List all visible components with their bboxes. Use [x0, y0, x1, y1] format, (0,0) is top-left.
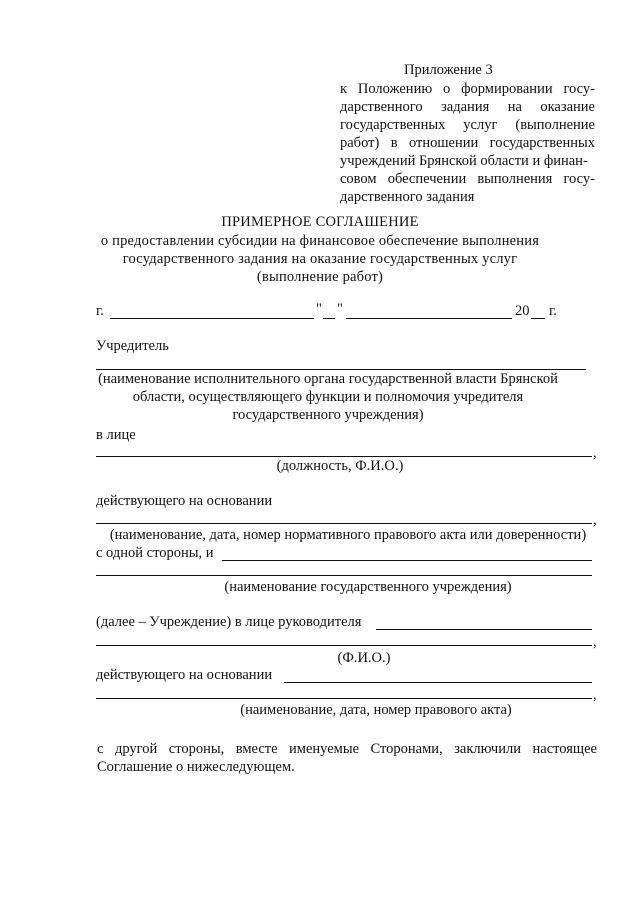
closing-word: Сторонами, [370, 741, 443, 757]
appendix-word: о [443, 81, 451, 97]
document-subtitle-line-1: о предоставлении субсидии на финансовое обеспечение выполнения [100, 233, 540, 249]
appendix-word: дарственного [340, 99, 423, 115]
institution-caption: (наименование государственного учреждения) [224, 579, 512, 595]
appendix-word: совом [340, 171, 377, 187]
founder-label: Учредитель [96, 338, 169, 354]
founder-acting-caption: (наименование, дата, номер нормативного правового акта или доверенности) [109, 527, 587, 543]
appendix-word: госу- [563, 171, 595, 187]
institution-head-blank-line-1 [376, 629, 592, 630]
in-person-comma: , [593, 445, 597, 461]
appendix-word: Положению [357, 81, 433, 97]
appendix-word: дарственного задания [340, 189, 475, 205]
appendix-word: формировании [461, 81, 553, 97]
founder-caption-line-3: государственного учреждения) [232, 407, 424, 423]
institution-head-blank-line-2 [96, 645, 592, 646]
document-subtitle-line-3: (выполнение работ) [256, 269, 384, 285]
year-prefix: 20 [515, 303, 530, 319]
founder-caption-line-2: области, осуществляющего функции и полномочия учредителя [132, 389, 524, 405]
appendix-word: задания [441, 99, 490, 115]
founder-acting-blank-line [96, 523, 592, 524]
appendix-word: обеспечении [387, 171, 467, 187]
month-blank-line [346, 318, 512, 319]
founder-caption-line-1: (наименование исполнительного органа государственной власти Брянской [98, 371, 558, 387]
founder-acting-comma: , [593, 512, 597, 528]
appendix-word: работ) [340, 135, 380, 151]
closing-line-1 [97, 740, 597, 758]
closing-word: именуемые [289, 741, 360, 757]
appendix-reference [340, 80, 595, 206]
appendix-word: государственных [340, 117, 446, 133]
quote-close: " [337, 301, 343, 317]
appendix-word: госу- [563, 81, 595, 97]
appendix-word: (выполнение [515, 117, 595, 133]
appendix-word: в [390, 135, 398, 151]
institution-head-caption: (Ф.И.О.) [337, 650, 391, 666]
appendix-line [340, 152, 595, 170]
in-person-blank-line [96, 456, 592, 457]
institution-acting-comma: , [593, 687, 597, 703]
institution-head-label: (далее – Учреждение) в лице руководителя [96, 614, 362, 630]
document-subtitle-line-2: государственного задания на оказание государственных услуг [122, 251, 518, 267]
appendix-line [340, 80, 595, 98]
founder-acting-label: действующего на основании [96, 493, 273, 509]
city-blank-line [110, 318, 314, 319]
appendix-word: отношении [408, 135, 479, 151]
appendix-word: оказание [540, 99, 595, 115]
year-suffix: г. [549, 303, 557, 319]
appendix-word: выполнения [477, 171, 553, 187]
quote-open: " [316, 301, 322, 317]
closing-word: другой [114, 741, 158, 757]
institution-acting-blank-line-1 [284, 682, 592, 683]
in-person-label: в лице [96, 427, 136, 443]
document-title: ПРИМЕРНОЕ СОГЛАШЕНИЕ [221, 214, 419, 230]
founder-blank-line [96, 369, 586, 370]
one-side-label: с одной стороны, и [96, 545, 214, 561]
institution-acting-caption: (наименование, дата, номер правового акта) [240, 702, 512, 718]
appendix-title: Приложение 3 [404, 62, 493, 78]
institution-head-comma: , [593, 634, 597, 650]
appendix-line [340, 98, 595, 116]
closing-paragraph [97, 740, 597, 776]
appendix-line [340, 116, 595, 134]
closing-word: заключили [454, 741, 521, 757]
appendix-line [340, 170, 595, 188]
closing-word: настоящее [532, 741, 597, 757]
city-prefix: г. [96, 303, 104, 319]
appendix-word: учреждений Брянской области и финан- [340, 153, 588, 169]
appendix-line [340, 188, 595, 206]
appendix-word: на [507, 99, 522, 115]
year-blank-line [531, 318, 545, 319]
institution-blank-line [96, 575, 592, 576]
appendix-word: государственных [489, 135, 595, 151]
appendix-word: услуг [463, 117, 498, 133]
one-side-blank-line [222, 560, 592, 561]
institution-acting-label: действующего на основании [96, 667, 273, 683]
day-blank-line [323, 318, 335, 319]
closing-line-2: Соглашение о нижеследующем. [97, 759, 295, 775]
closing-word: с [97, 741, 104, 757]
closing-word: вместе [235, 741, 278, 757]
appendix-word: к [340, 81, 348, 97]
appendix-line [340, 134, 595, 152]
closing-word: стороны, [168, 741, 225, 757]
institution-acting-blank-line-2 [96, 698, 592, 699]
in-person-caption: (должность, Ф.И.О.) [276, 458, 404, 474]
